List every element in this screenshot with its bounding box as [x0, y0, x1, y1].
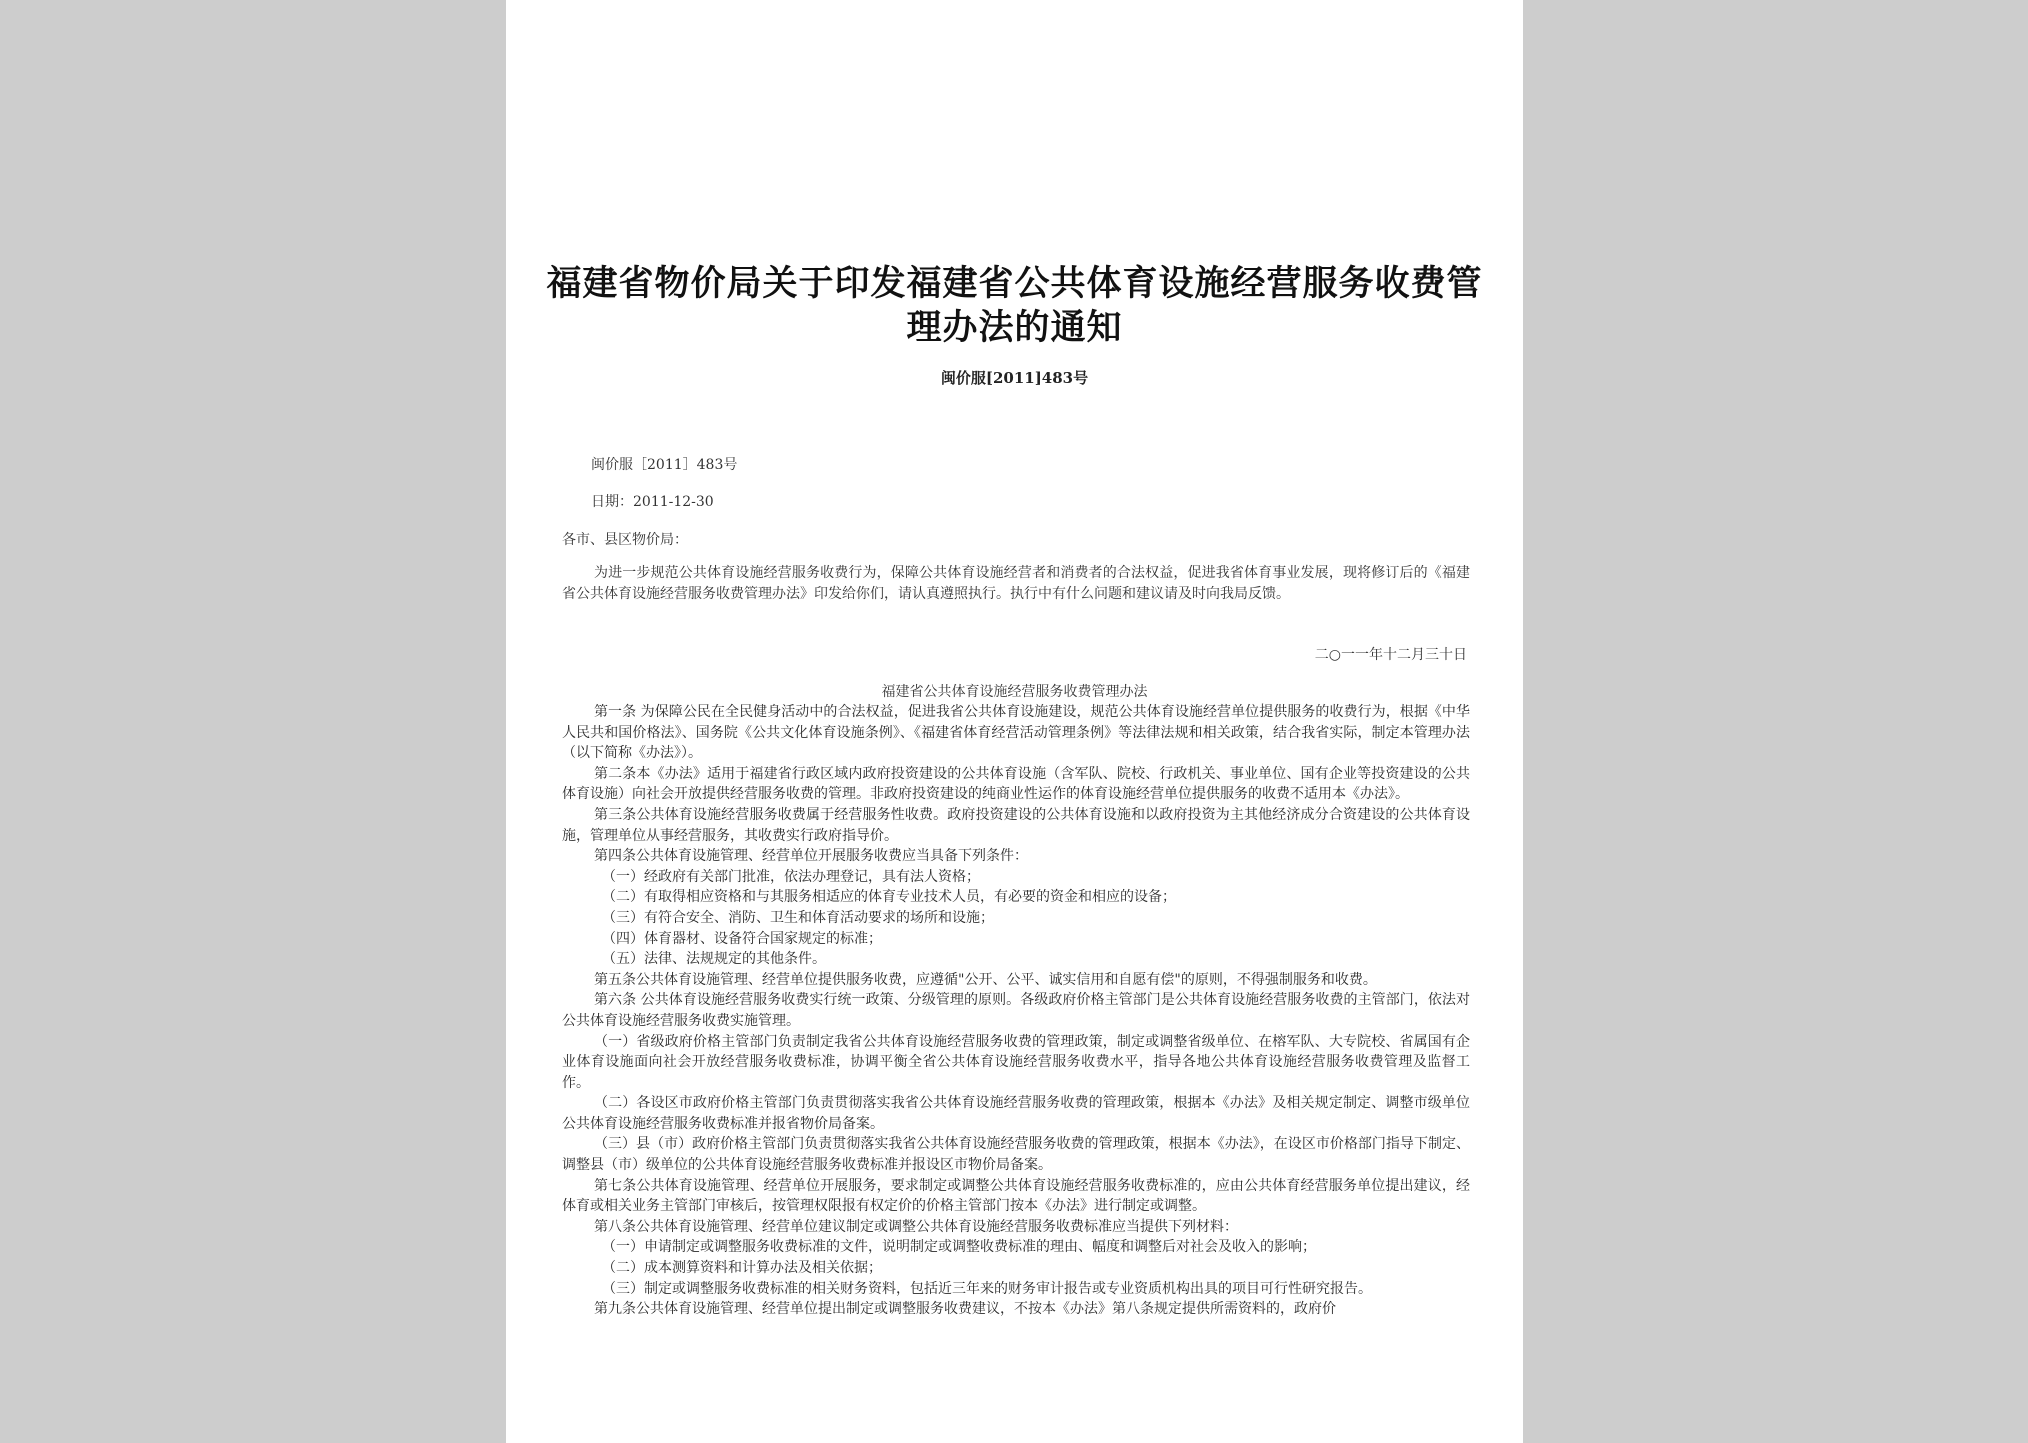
clause-item: （一）省级政府价格主管部门负责制定我省公共体育设施经营服务收费的管理政策，制定或调整省级单位、在榕军队、大专院校、省属国有企业体育设施面向社会开放经营服务收费标准，协调平衡全省公共体育设施经营服务收费水平，指导各地公共体育设施经营服务收费管理及监督工作。 [562, 1033, 1470, 1091]
article-paragraph: 第六条 公共体育设施经营服务收费实行统一政策、分级管理的原则。各级政府价格主管部门是公共体育设施经营服务收费的主管部门，依法对公共体育设施经营服务收费实施管理。 [562, 992, 1470, 1029]
signature-date: 二○一一年十二月三十日 [1314, 647, 1467, 663]
article-paragraph: 第四条公共体育设施管理、经营单位开展服务收费应当具备下列条件： [594, 848, 1028, 865]
article-paragraph: 第五条公共体育设施管理、经营单位提供服务收费，应遵循"公开、公平、诚实信用和自愿有偿"的原则，不得强制服务和收费。 [594, 971, 1377, 988]
clause-item: （一）经政府有关部门批准，依法办理登记，具有法人资格； [602, 868, 980, 885]
article-paragraph: 第八条公共体育设施管理、经营单位建议制定或调整公共体育设施经营服务收费标准应当提供下列材料： [594, 1218, 1238, 1235]
regulation-body [562, 702, 1470, 1320]
article-paragraph: 第二条本《办法》适用于福建省行政区域内政府投资建设的公共体育设施（含军队、院校、行政机关、事业单位、国有企业等投资建设的公共体育设施）向社会开放提供经营服务收费的管理。非政府投资建设的纯商业性运作的体育设施经营单位提供服务的收费不适用本《办法》。 [562, 765, 1470, 803]
clause-item: （三）有符合安全、消防、卫生和体育活动要求的场所和设施； [602, 909, 994, 926]
clause-item: （二）成本测算资料和计算办法及相关依据； [602, 1260, 882, 1277]
regulation-title: 福建省公共体育设施经营服务收费管理办法 [881, 684, 1148, 700]
clause-item: （五）法律、法规规定的其他条件。 [602, 951, 826, 968]
intro-paragraph: 为进一步规范公共体育设施经营服务收费行为，保障公共体育设施经营者和消费者的合法权益，促进我省体育事业发展，现将修订后的《福建省公共体育设施经营服务收费管理办法》印发给你们，请认真遵照执行。执行中有什么问题和建议请及时向我局反馈。 [562, 565, 1470, 602]
document-title: 福建省物价局关于印发福建省公共体育设施经营服务收费管理办法的通知 [546, 264, 1483, 348]
clause-item: （一）申请制定或调整服务收费标准的文件，说明制定或调整收费标准的理由、幅度和调整后对社会及收入的影响； [602, 1239, 1316, 1256]
clause-item: （二）各设区市政府价格主管部门负责贯彻落实我省公共体育设施经营服务收费的管理政策，根据本《办法》及相关规定制定、调整市级单位公共体育设施经营服务收费标准并报省物价局备案。 [562, 1095, 1470, 1132]
clause-item: （二）有取得相应资格和与其服务相适应的体育专业技术人员，有必要的资金和相应的设备； [602, 889, 1176, 906]
clause-item: （三）制定或调整服务收费标准的相关财务资料，包括近三年来的财务审计报告或专业资质机构出具的项目可行性研究报告。 [602, 1280, 1372, 1297]
article-paragraph: 第九条公共体育设施管理、经营单位提出制定或调整服务收费建议，不按本《办法》第八条规定提供所需资料的，政府价 [594, 1301, 1336, 1318]
clause-item: （三）县（市）政府价格主管部门负责贯彻落实我省公共体育设施经营服务收费的管理政策，根据本《办法》，在设区市价格部门指导下制定、调整县（市）级单位的公共体育设施经营服务收费标准并报设区市物价局备案。 [562, 1136, 1470, 1174]
salutation: 各市、县区物价局： [562, 532, 688, 548]
article-paragraph: 第一条 为保障公民在全民健身活动中的合法权益，促进我省公共体育设施建设，规范公共体育设施经营单位提供服务的收费行为，根据《中华人民共和国价格法》、国务院《公共文化体育设施条例》、《福建省体育经营活动管理条例》等法律法规和相关政策，结合我省实际，制定本管理办法（以下简称《办法》）。 [562, 704, 1470, 762]
article-paragraph: 第三条公共体育设施经营服务收费属于经营服务性收费。政府投资建设的公共体育设施和以政府投资为主其他经济成分合资建设的公共体育设施，管理单位从事经营服务，其收费实行政府指导价。 [562, 806, 1470, 844]
document-number-header: 闽价服[2011]483号 [940, 369, 1089, 387]
document-date: 日期：2011-12-30 [591, 494, 714, 510]
document-page [506, 0, 1523, 1443]
document-number: 闽价服［2011］483号 [591, 457, 738, 473]
article-paragraph: 第七条公共体育设施管理、经营单位开展服务，要求制定或调整公共体育设施经营服务收费标准的，应由公共体育经营服务单位提出建议，经体育或相关业务主管部门审核后，按管理权限报有权定价的价格主管部门按本《办法》进行制定或调整。 [562, 1177, 1470, 1215]
clause-item: （四）体育器材、设备符合国家规定的标准； [602, 930, 882, 947]
